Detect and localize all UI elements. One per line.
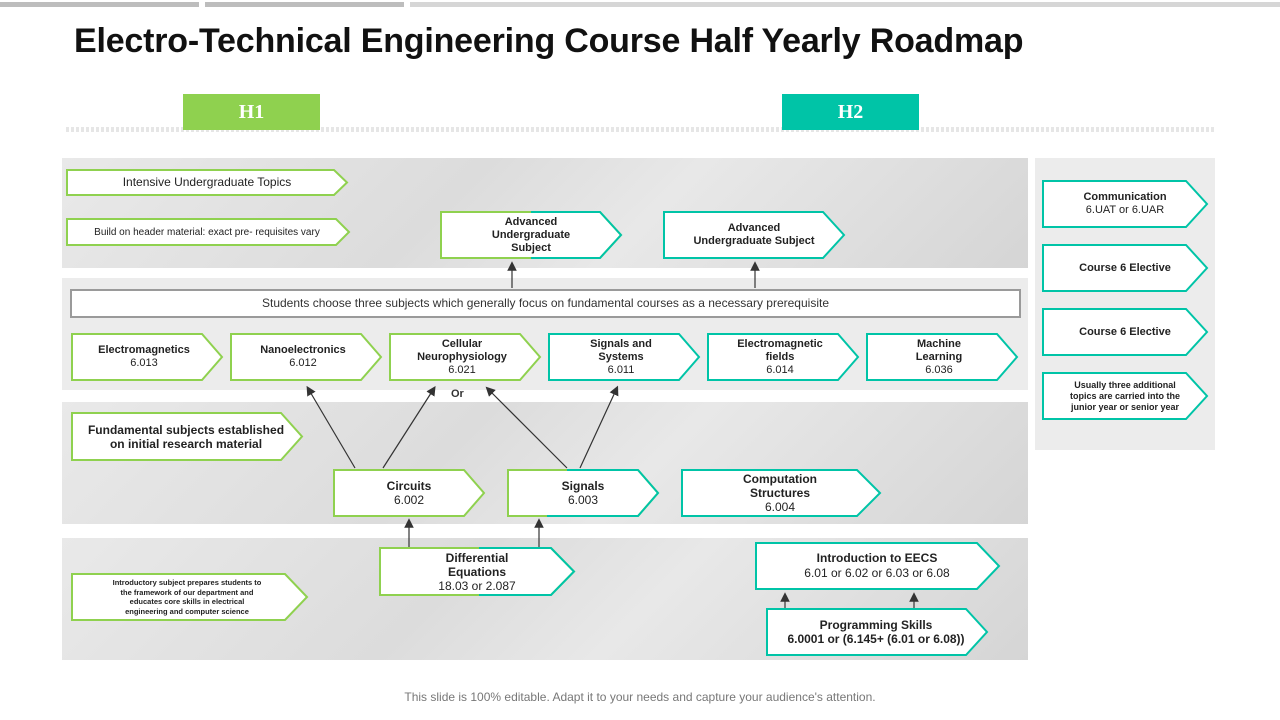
h2-badge: H2 bbox=[782, 94, 919, 130]
right-course6-elective-2: Course 6 Elective bbox=[1042, 308, 1208, 356]
top-bar-1 bbox=[0, 2, 199, 7]
subject-signals-and-systems: Signals and Systems 6.011 bbox=[548, 333, 700, 381]
foundation-circuits: Circuits 6.002 bbox=[333, 469, 485, 517]
differential-equations: Differential Equations 18.03 or 2.087 bbox=[379, 547, 575, 596]
footer-note: This slide is 100% editable. Adapt it to your needs and capture your audience's attention. bbox=[404, 690, 876, 704]
top-bar-3 bbox=[410, 2, 1280, 7]
programming-skills: Programming Skills 6.0001 or (6.145+ (6.01 or 6.08)) bbox=[766, 608, 988, 656]
introduction-to-eecs: Introduction to EECS 6.01 or 6.02 or 6.03 or 6.08 bbox=[755, 542, 1000, 590]
right-course6-elective-1: Course 6 Elective bbox=[1042, 244, 1208, 292]
subject-cellular-neurophysiology: Cellular Neurophysiology 6.021 bbox=[389, 333, 541, 381]
label-intensive-topics: Intensive Undergraduate Topics bbox=[66, 169, 348, 196]
subject-nanoelectronics: Nanoelectronics 6.012 bbox=[230, 333, 382, 381]
advanced-subject-2: Advanced Undergraduate Subject bbox=[663, 211, 845, 259]
or-label: Or bbox=[451, 388, 464, 400]
prerequisite-note: Students choose three subjects which generally focus on fundamental courses as a necessary prerequisite bbox=[70, 289, 1021, 318]
top-bar-2 bbox=[205, 2, 404, 7]
right-additional-topics: Usually three additional topics are carried into the junior year or senior year bbox=[1042, 372, 1208, 420]
label-build-header: Build on header material: exact pre- requisites vary bbox=[66, 218, 350, 246]
subject-electromagnetic-fields: Electromagnetic fields 6.014 bbox=[707, 333, 859, 381]
subject-machine-learning: Machine Learning 6.036 bbox=[866, 333, 1018, 381]
advanced-subject-1: Advanced Undergraduate Subject bbox=[440, 211, 622, 259]
foundation-computation-structures: Computation Structures 6.004 bbox=[681, 469, 881, 517]
subject-electromagnetics: Electromagnetics 6.013 bbox=[71, 333, 223, 381]
h1-badge: H1 bbox=[183, 94, 320, 130]
label-introductory-subject: Introductory subject prepares students to the framework of our department and educates core skills in electrical engineering and computer science bbox=[71, 573, 308, 621]
top-decor-bars bbox=[0, 2, 1280, 7]
foundation-signals: Signals 6.003 bbox=[507, 469, 659, 517]
label-fundamental-subjects: Fundamental subjects established on initial research material bbox=[71, 412, 303, 461]
page-title: Electro-Technical Engineering Course Half Yearly Roadmap bbox=[74, 22, 1024, 60]
right-communication: Communication 6.UAT or 6.UAR bbox=[1042, 180, 1208, 228]
